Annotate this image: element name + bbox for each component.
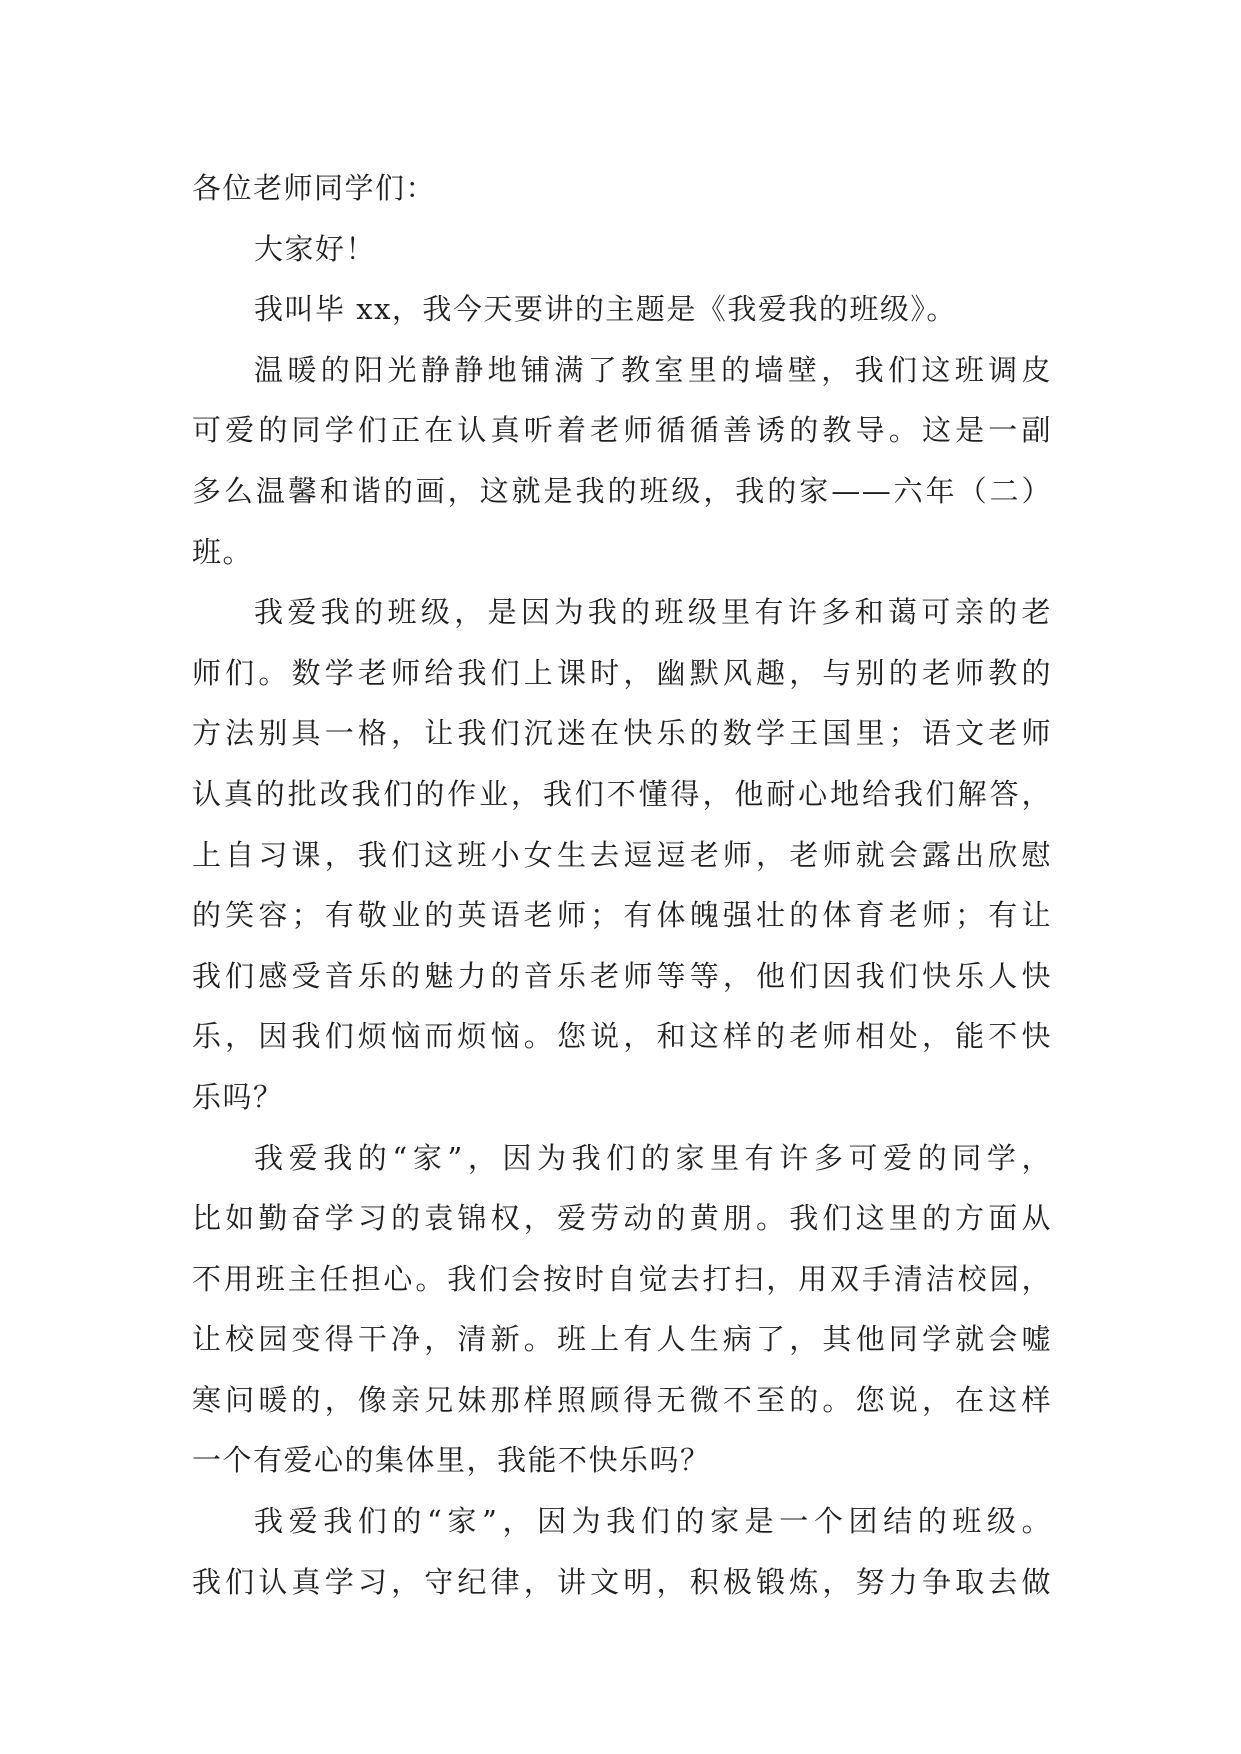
- text-line: 我爱我们的“家”，因为我们的家是一个团结的班级。: [254, 1504, 1052, 1539]
- text-line: 我爱我的“家”，因为我们的家里有许多可爱的同学，: [254, 1140, 1052, 1175]
- text-line: 我们感受音乐的魅力的音乐老师等等，他们因我们快乐人快: [192, 958, 1052, 993]
- text-line: 的笑容；有敬业的英语老师；有体魄强壮的体育老师；有让: [192, 898, 1052, 933]
- text-line: 师们。数学老师给我们上课时，幽默风趣，与别的老师教的: [192, 655, 1052, 690]
- text-line: 我爱我的班级，是因为我的班级里有许多和蔼可亲的老: [254, 595, 1052, 630]
- text-line: 寒问暖的，像亲兄妹那样照顾得无微不至的。您说，在这样: [192, 1382, 1052, 1417]
- text-line: 不用班主任担心。我们会按时自觉去打扫，用双手清洁校园，: [192, 1261, 1052, 1296]
- document-body: [192, 158, 1052, 1612]
- text-line: 温暖的阳光静静地铺满了教室里的墙壁，我们这班调皮: [254, 352, 1052, 387]
- text-line: 方法别具一格，让我们沉迷在快乐的数学王国里；语文老师: [192, 716, 1052, 751]
- text-line: 乐吗？: [192, 1079, 284, 1114]
- text-line: 大家好！: [254, 231, 377, 266]
- text-line: 上自习课，我们这班小女生去逗逗老师，老师就会露出欣慰: [192, 837, 1052, 872]
- text-line: 让校园变得干净，清新。班上有人生病了，其他同学就会嘘: [192, 1322, 1052, 1357]
- text-line: 我叫毕 xx，我今天要讲的主题是《我爱我的班级》。: [254, 292, 957, 327]
- text-line: 一个有爱心的集体里，我能不快乐吗？: [192, 1443, 711, 1478]
- text-line: 乐，因我们烦恼而烦恼。您说，和这样的老师相处，能不快: [192, 1019, 1052, 1054]
- text-line: 多么温馨和谐的画，这就是我的班级，我的家——六年（二）: [192, 473, 1052, 508]
- text-line: 班。: [192, 534, 254, 569]
- text-line: 认真的批改我们的作业，我们不懂得，他耐心地给我们解答，: [192, 776, 1052, 811]
- text-line: 可爱的同学们正在认真听着老师循循善诱的教导。这是一副: [192, 413, 1052, 448]
- text-line: 各位老师同学们：: [192, 171, 437, 205]
- text-line: 比如勤奋学习的袁锦权，爱劳动的黄朋。我们这里的方面从: [192, 1201, 1052, 1236]
- text-line: 我们认真学习，守纪律，讲文明，积极锻炼，努力争取去做: [192, 1564, 1052, 1599]
